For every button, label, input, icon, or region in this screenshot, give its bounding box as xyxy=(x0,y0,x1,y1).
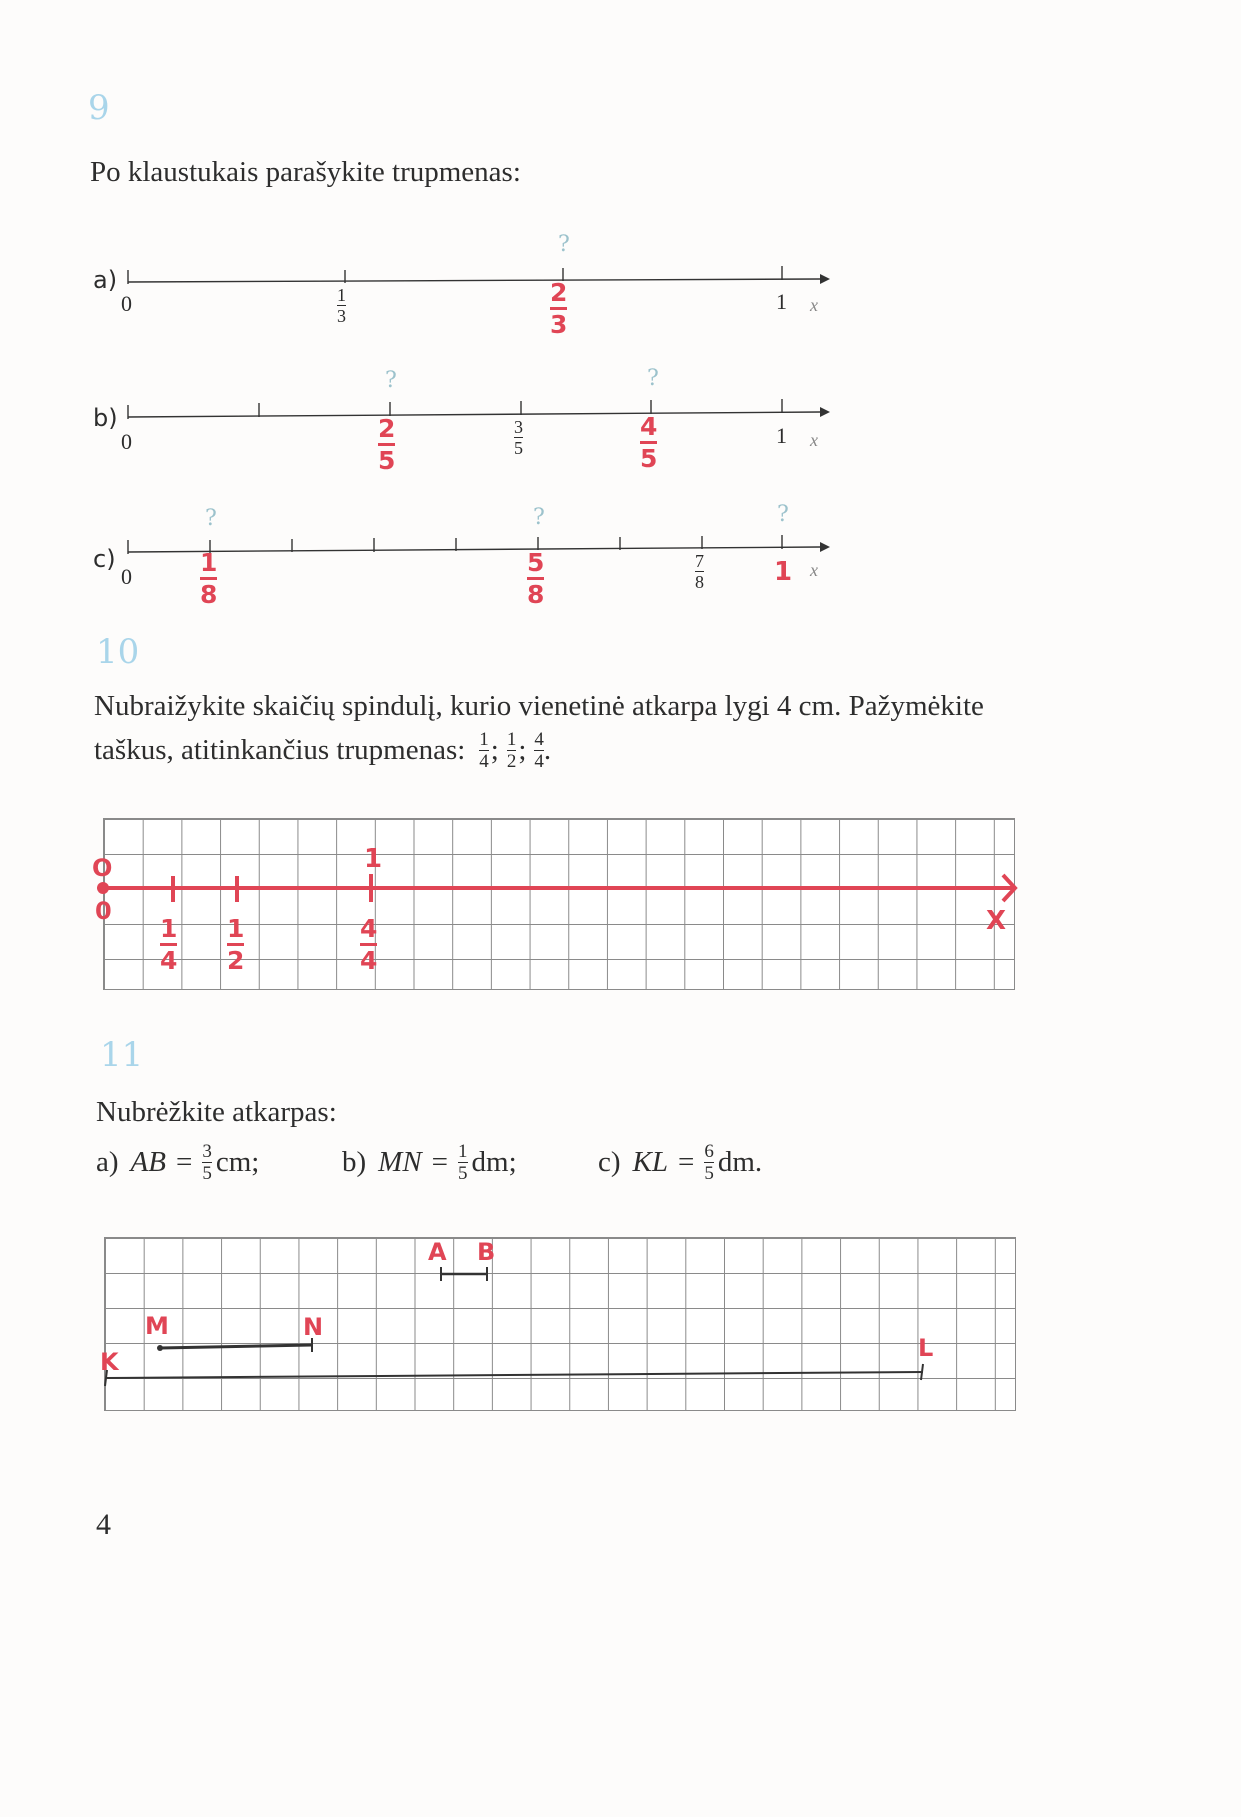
exercise-10-number: 10 xyxy=(96,632,140,672)
line-a-one: 1 xyxy=(776,289,787,314)
point-label-a: A xyxy=(428,1238,447,1266)
exercise-10-instruction-line2 xyxy=(94,728,551,772)
task-a-equals: = xyxy=(175,1146,193,1178)
task-c-label: c) xyxy=(598,1146,621,1178)
number-line-a xyxy=(120,250,840,300)
line-c-zero: 0 xyxy=(121,564,132,589)
point-label-k: K xyxy=(100,1348,119,1376)
point-label-b: B xyxy=(477,1238,496,1266)
task-b-equals: = xyxy=(431,1146,449,1178)
task-a-label: a) xyxy=(96,1146,119,1178)
task-b-fraction: $\frac{1}{5}$ xyxy=(458,1140,468,1184)
point-label-l: L xyxy=(918,1334,934,1362)
period: . xyxy=(543,734,552,766)
exercise-10-instruction-line1: Nubraižykite skaičių spindulį, kurio vienetinė atkarpa lygi 4 cm. Pažymėkite xyxy=(94,690,984,722)
separator: ; xyxy=(518,734,527,766)
question-mark-c3: ? xyxy=(777,502,789,527)
line-b-answer-fraction-2: 4 5 xyxy=(640,412,658,473)
question-mark-c1: ? xyxy=(205,506,217,531)
task-fraction-3: $\frac{4}{4}$ xyxy=(534,728,544,772)
line-a-answer-fraction: 2 3 xyxy=(550,278,568,339)
line-c-answer-fraction-1: 1 8 xyxy=(200,548,218,609)
line-c-label: c) xyxy=(93,545,116,573)
point-label-n: N xyxy=(303,1313,324,1341)
line-b-one: 1 xyxy=(776,423,787,448)
answer-fraction-four-quarters: 4 4 xyxy=(360,914,378,975)
separator: ; xyxy=(490,734,499,766)
instruction-text: taškus, atitinkančius trupmenas: xyxy=(94,734,466,766)
task-b-segment: MN xyxy=(378,1146,422,1178)
line-b-axis-label: x xyxy=(810,430,818,450)
exercise-11-instruction: Nubrėžkite atkarpas: xyxy=(96,1096,337,1128)
segments-drawing xyxy=(100,1260,940,1390)
task-fraction-1: $\frac{1}{4}$ xyxy=(479,728,489,772)
line-a-given-fraction: 1 3 xyxy=(337,285,346,326)
answer-fraction-half: 1 2 xyxy=(227,914,245,975)
line-c-answer-fraction-2: 5 8 xyxy=(527,548,545,609)
line-a-zero: 0 xyxy=(121,291,132,316)
line-c-answer-one: 1 xyxy=(774,557,793,587)
origin-label: O xyxy=(92,854,113,882)
task-c-fraction: $\frac{6}{5}$ xyxy=(704,1140,714,1184)
number-ray-ex10 xyxy=(95,860,1030,920)
question-mark-c2: ? xyxy=(533,505,545,530)
line-b-given-fraction: 3 5 xyxy=(514,417,523,458)
line-b-answer-fraction-1: 2 5 xyxy=(378,414,396,475)
zero-label: 0 xyxy=(95,897,112,925)
number-line-b xyxy=(120,385,840,435)
task-b-unit: dm; xyxy=(471,1146,517,1178)
point-label-m: M xyxy=(145,1312,169,1340)
task-c-segment: KL xyxy=(632,1146,669,1178)
question-mark-b1: ? xyxy=(385,368,397,393)
line-b-label: b) xyxy=(93,404,118,432)
exercise-9-number: 9 xyxy=(88,88,110,128)
axis-label-x: X xyxy=(986,906,1007,936)
line-a-axis-label: x xyxy=(810,295,818,315)
task-a-segment: AB xyxy=(130,1146,166,1178)
task-a xyxy=(96,1140,259,1184)
number-line-c xyxy=(120,522,840,572)
line-b-zero: 0 xyxy=(121,429,132,454)
question-mark-b2: ? xyxy=(647,366,659,391)
task-b xyxy=(342,1140,517,1184)
line-c-axis-label: x xyxy=(810,560,818,580)
task-b-label: b) xyxy=(342,1146,367,1178)
task-a-fraction: $\frac{3}{5}$ xyxy=(202,1140,212,1184)
task-fraction-2: $\frac{1}{2}$ xyxy=(506,728,517,772)
exercise-11-number: 11 xyxy=(100,1035,144,1075)
task-c xyxy=(598,1140,762,1184)
line-a-label: a) xyxy=(93,266,118,294)
page-number: 4 xyxy=(96,1508,111,1541)
task-c-unit: dm. xyxy=(717,1146,763,1178)
line-c-given-fraction: 7 8 xyxy=(695,551,704,592)
question-mark-a: ? xyxy=(558,232,570,257)
one-label: 1 xyxy=(364,844,383,874)
answer-fraction-quarter: 1 4 xyxy=(160,914,178,975)
task-a-unit: cm; xyxy=(215,1146,260,1178)
exercise-9-instruction: Po klaustukais parašykite trupmenas: xyxy=(90,156,521,188)
task-c-equals: = xyxy=(678,1146,695,1178)
